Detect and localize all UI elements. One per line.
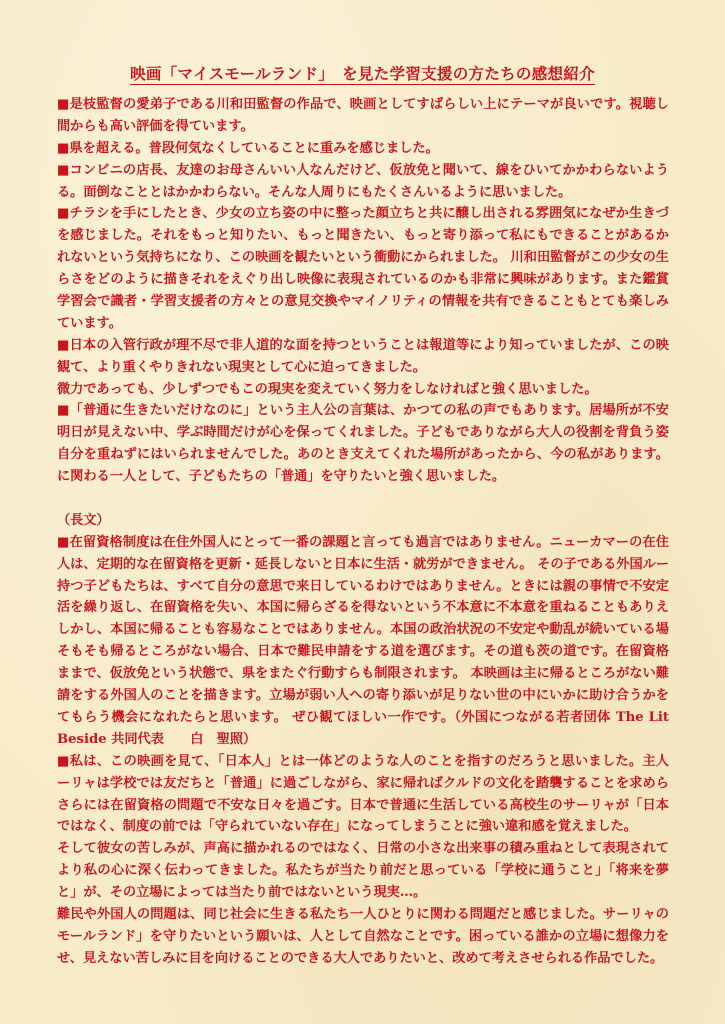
page-title-text: 映画「マイスモールランド」 を見た学習支援の方たちの感想紹介 — [130, 64, 595, 83]
text-line: 人は、定期的な在留資格を更新・延長しないと日本に生活・就労ができません。 その子である外国ルー — [57, 556, 669, 572]
text-line: ■県を超える。普段何気なくしていることに重みを感じました。 — [57, 140, 439, 156]
text-line: ではなく、制度の前では「守られていない存在」になってしまうことに強い違和感を覚えました。 — [57, 819, 637, 835]
text-line: と」が、その立場によっては当たり前ではないという現実…。 — [57, 885, 427, 901]
text-line: 請をする外国人のことを描きます。立場が弱い人への寄り添いが足りない世の中にいかに助け合うかを — [57, 688, 669, 704]
comment-paragraph — [57, 335, 669, 379]
text-line: 間からも高い評価を得ています。 — [57, 118, 254, 134]
comment-paragraph — [57, 203, 669, 334]
comment-paragraph — [57, 400, 669, 488]
text-line: 自分を重ねずにはいられませんでした。あのとき支えてくれた場所があったから、今の私があります。 — [57, 447, 669, 463]
comment-paragraph — [57, 532, 669, 751]
comment-paragraph — [57, 510, 669, 532]
comment-paragraph — [57, 160, 669, 204]
text-line: ■チラシを手にしたとき、少女の立ち姿の中に整った顔立ちと共に醸し出される雰囲気になぜか生きづ — [57, 206, 669, 222]
text-line: 微力であっても、少しずつでもこの現実を変えていく努力をしなければと強く思いました。 — [57, 381, 598, 397]
text-line: る。面倒なこととはかかわらない。そんな人周りにもたくさんいるように思いました。 — [57, 184, 572, 200]
text-line: ています。 — [57, 315, 122, 331]
text-line: ままで、仮放免という状態で、県をまたぐ行動すらも制限されます。 本映画は主に帰るところがない難 — [57, 666, 669, 682]
text-line: 観て、より重くやりきれない現実として心に迫ってきました。 — [57, 359, 426, 375]
document-body — [57, 94, 669, 970]
blank-spacer — [57, 488, 669, 510]
text-line: てもらう機会になれたらと思います。 ぜひ観てほしい一作です。（外国につながる若者団体 The Lit — [57, 709, 669, 725]
text-line: せ、見えない苦しみに目を向けることのできる大人でありたいと、改めて考えさせられる作品でした。 — [57, 950, 664, 966]
text-line: 難民や外国人の問題は、同じ社会に生きる私たち一人ひとりに関わる問題だと感じました。サーリャの — [57, 906, 669, 922]
text-line: らさをどのように描きそれをえぐり出し映像に表現されているのかも非常に興味があります。また鑑賞 — [57, 272, 669, 288]
comment-paragraph — [57, 838, 669, 904]
text-line: に関わる一人として、子どもたちの「普通」を守りたいと強く思いました。 — [57, 469, 506, 485]
text-line: ■コンビニの店長、友達のお母さんいい人なんだけど、仮放免と聞いて、線をひいてかかわらないよう — [57, 162, 669, 178]
text-line: 学習会で識者・学習支援者の方々との意見交換やマイノリティの情報を共有できることもとても楽しみ — [57, 294, 669, 310]
text-line: れないという気持ちになり、この映画を観たいという衝動にかられました。 川和田監督がこの少女の生 — [57, 250, 669, 266]
text-line: を感じました。それをもっと知りたい、もっと聞きたい、もっと寄り添って私にもできることがあるか — [57, 228, 669, 244]
text-line: しかし、本国に帰ることも容易なことではありません。本国の政治状況の不安定や動乱が続いている場 — [57, 622, 669, 638]
comment-paragraph — [57, 94, 669, 138]
text-line: ーリャは学校では友だちと「普通」に過ごしながら、家に帰ればクルドの文化を踏襲することを求めら — [57, 775, 669, 791]
text-line: モールランド」を守りたいという願いは、人として自然なことです。困っている誰かの立場に想像力を — [57, 928, 669, 944]
text-line: ■是枝監督の愛弟子である川和田監督の作品で、映画としてすばらしい上にテーマが良いです。視聴し — [57, 97, 669, 112]
comment-paragraph — [57, 751, 669, 839]
comment-paragraph — [57, 138, 669, 160]
text-line: 明日が見えない中、学ぶ時間だけが心を保ってくれました。子どもでありながら大人の役割を背負う姿 — [57, 425, 669, 441]
comment-paragraph — [57, 904, 669, 970]
comment-paragraph — [57, 379, 669, 401]
text-line: より私の心に深く伝わってきました。私たちが当たり前だと思っている「学校に通うこと」「将来を夢 — [57, 863, 669, 879]
text-line: 持つ子どもたちは、すべて自分の意思で来日しているわけではありません。ときには親の事情で不安定 — [57, 578, 669, 594]
text-line: （長文） — [57, 512, 110, 528]
text-line: さらには在留資格の問題で不安な日々を過ごす。日本で普通に生活している高校生のサーリャが「日本 — [57, 797, 669, 813]
text-line: ■「普通に生きたいだけなのに」という主人公の言葉は、かつての私の声でもあります。居場所が不安 — [57, 403, 669, 419]
page-title — [0, 63, 725, 85]
text-line: そして彼女の苦しみが、声高に描かれるのではなく、日常の小さな出来事の積み重ねとして表現されて — [57, 841, 669, 857]
text-line: 活を繰り返し、在留資格を失い、本国に帰らざるを得ないという不本意に不本意を重ねることもありえ — [57, 600, 669, 616]
text-line: ■私は、この映画を見て、「日本人」とは一体どのような人のことを指すのだろうと思いました。主人 — [57, 753, 669, 769]
text-line: ■日本の入管行政が理不尽で非人道的な面を持つということは報道等により知っていましたが、この映 — [57, 337, 669, 353]
text-line: Beside 共同代表 白 聖照） — [57, 731, 257, 747]
text-line: ■在留資格制度は在住外国人にとって一番の課題と言っても過言ではありません。ニューカマーの在住 — [57, 534, 669, 550]
text-line: そもそも帰るところがない場合、日本で難民申請をする道を選びます。その道も茨の道です。在留資格 — [57, 644, 669, 660]
